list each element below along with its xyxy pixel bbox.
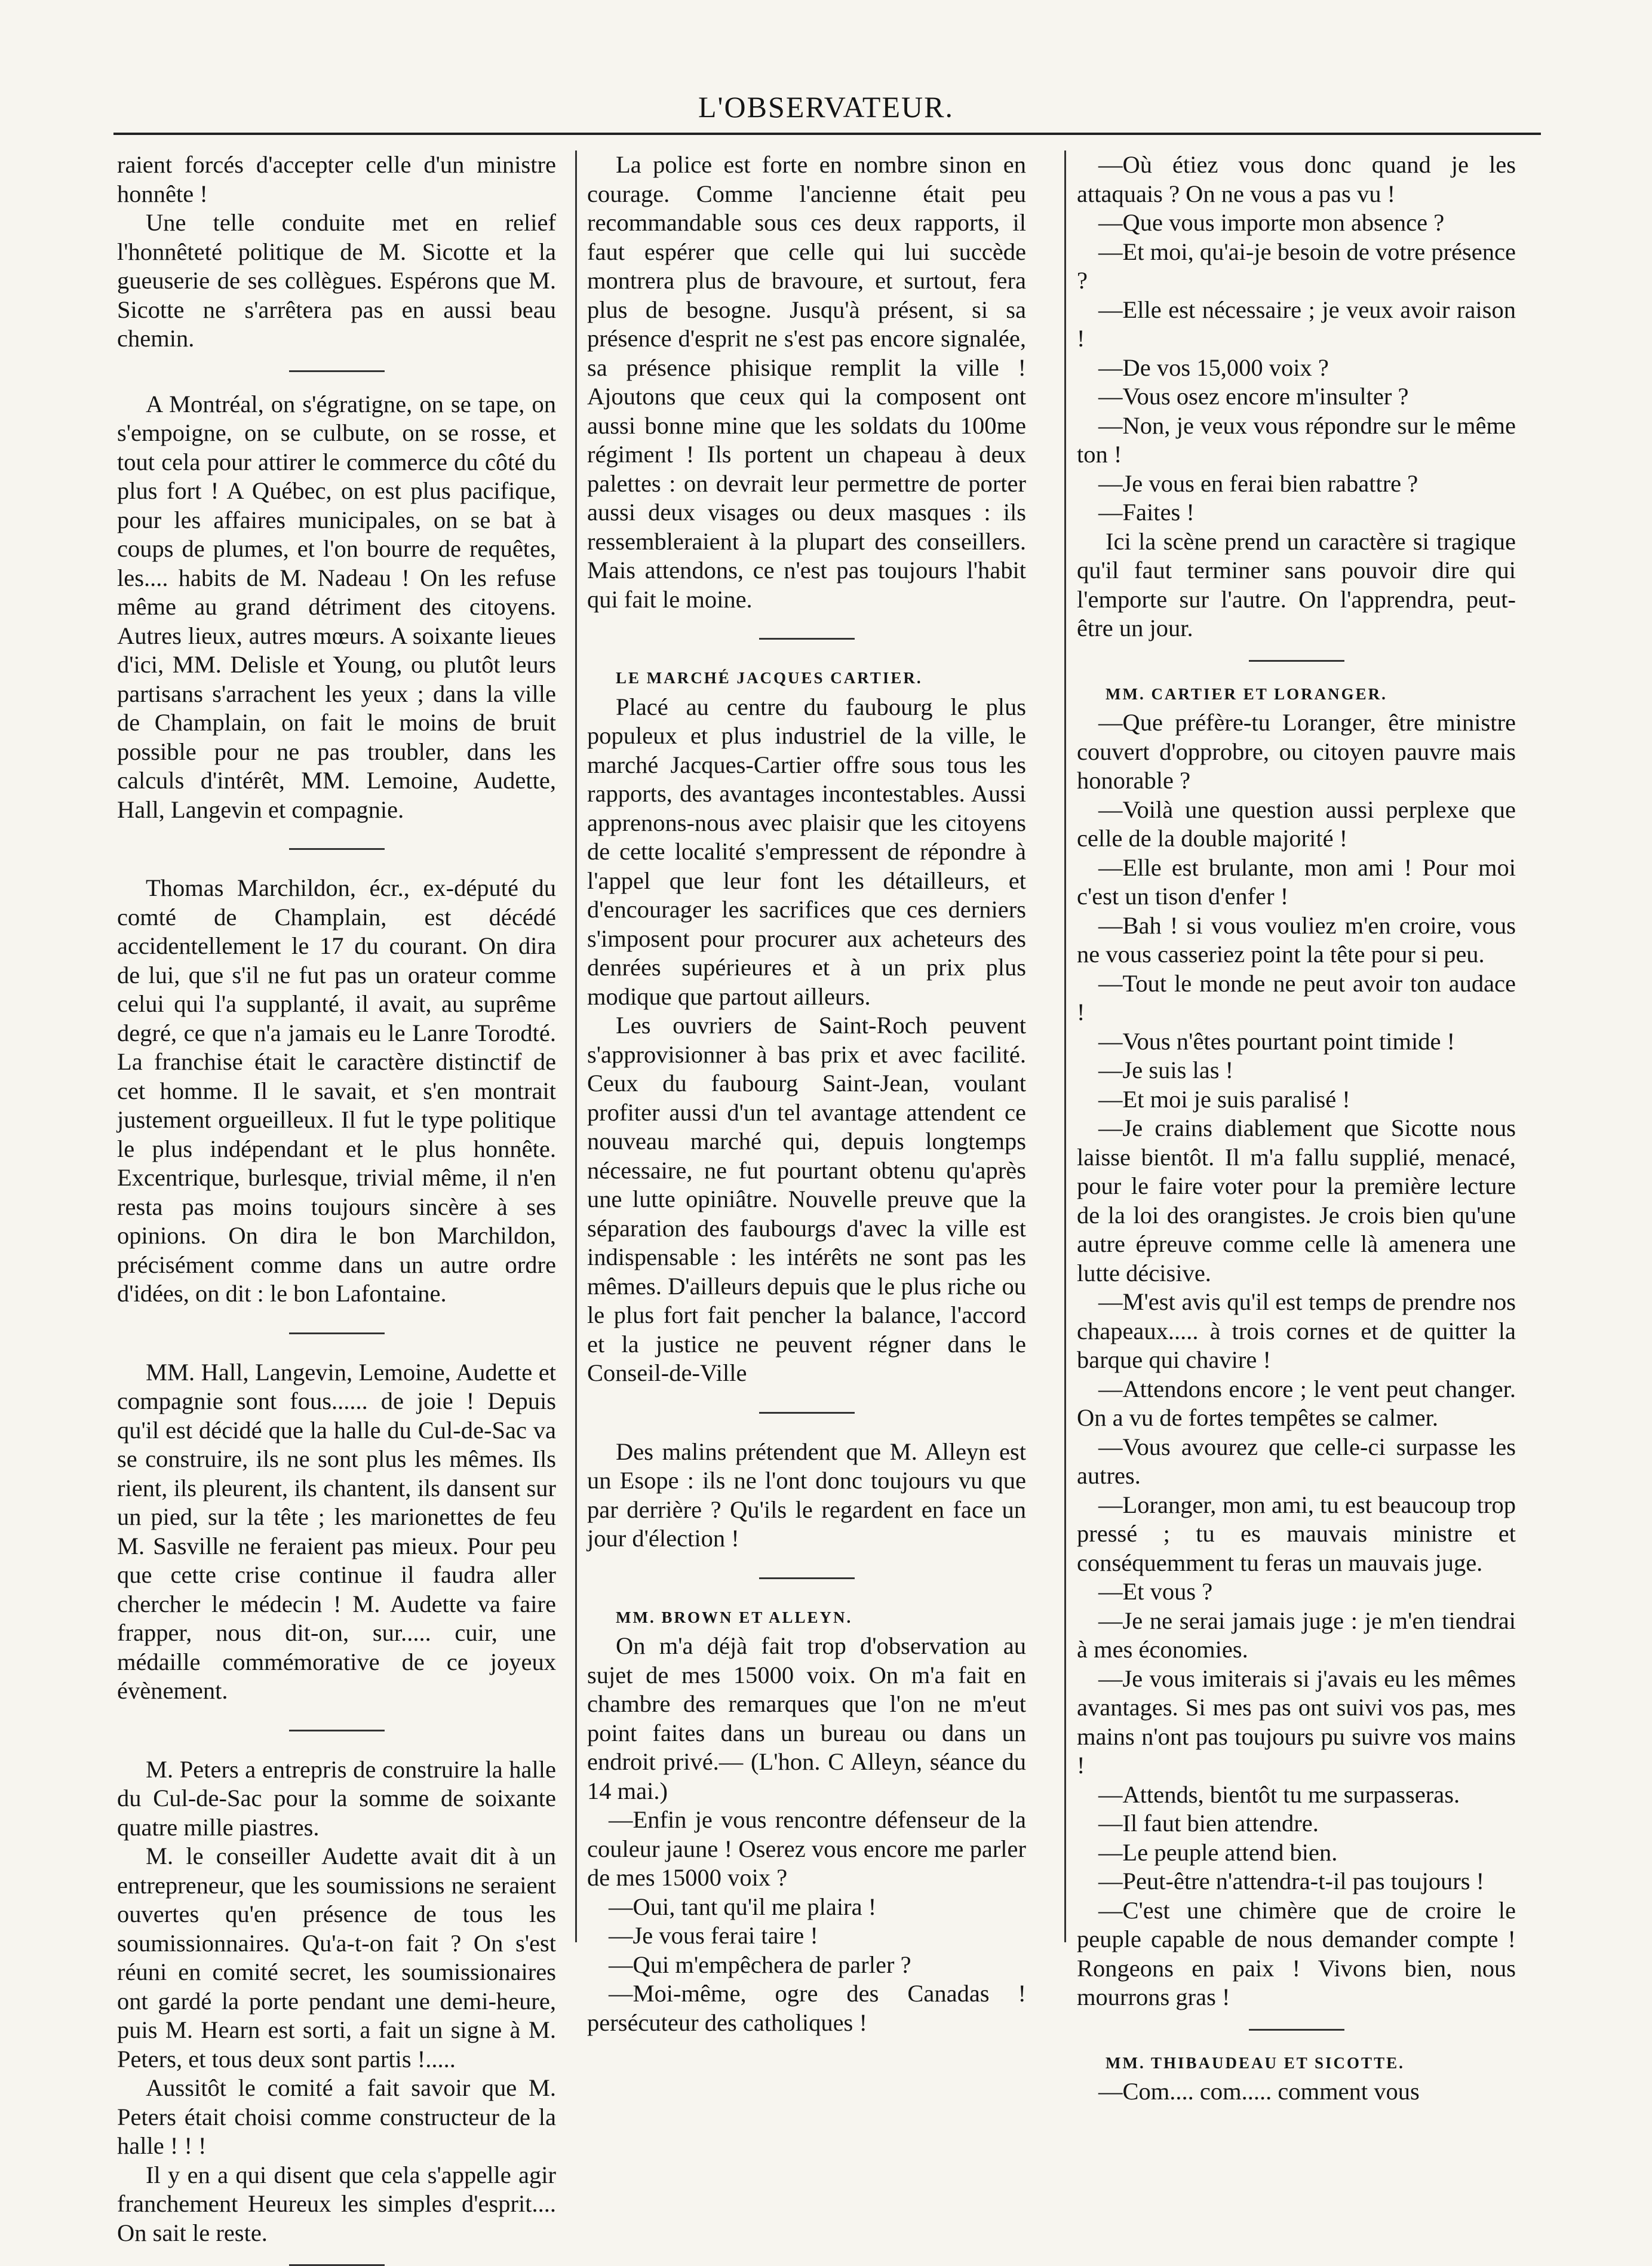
dialogue-line: —Attends, bientôt tu me surpasseras. — [1098, 1780, 1460, 1808]
section-heading: LE MARCHÉ JACQUES CARTIER. — [616, 669, 923, 687]
dialogue-line: —Elle est brulante, mon ami ! Pour moi c'est un tison d'enfer ! — [1077, 853, 1516, 910]
dialogue-line: —Qui m'empêchera de parler ? — [609, 1951, 911, 1978]
dialogue-line: —Je vous ferai taire ! — [609, 1922, 818, 1949]
dialogue-line: —Loranger, mon ami, tu est beaucoup trop pressé ; tu es mauvais ministre et conséquemment tu feras un mauvais juge. — [1077, 1491, 1516, 1576]
separator — [289, 1332, 385, 1334]
dialogue-line: —Je vous imiterais si j'avais eu les mêmes avantages. Si mes pas ont suivi vos pas, mes mains n'ont pas toujours pu suivre vos mains ! — [1077, 1665, 1516, 1779]
separator — [289, 848, 385, 850]
dialogue-line: —Où étiez vous donc quand je les attaquais ? On ne vous a pas vu ! — [1077, 151, 1516, 207]
dialogue-line: —Bah ! si vous vouliez m'en croire, vous ne vous casseriez point la tête pour si peu. — [1077, 911, 1516, 968]
dialogue-line: —Com.... com..... comment vous — [1098, 2078, 1420, 2105]
dialogue-line: —Voilà une question aussi perplexe que celle de la double majorité ! — [1077, 796, 1516, 852]
column-3 — [1077, 151, 1516, 2105]
dialogue-line: —Enfin je vous rencontre défenseur de la couleur jaune ! Oserez vous encore me parler de mes 15000 voix ? — [587, 1806, 1026, 1891]
dialogue-line: —Moi-même, ogre des Canadas ! persécuteur des catholiques ! — [587, 1980, 1026, 2036]
section-heading: MM. THIBAUDEAU ET SICOTTE. — [1106, 2053, 1405, 2072]
dialogue-line: —Oui, tant qu'il me plaira ! — [609, 1893, 877, 1920]
dialogue-line: —Le peuple attend bien. — [1098, 1838, 1338, 1866]
dialogue-line: —De vos 15,000 voix ? — [1098, 354, 1329, 381]
dialogue-line: —Il faut bien attendre. — [1098, 1810, 1319, 1837]
paragraph: M. Peters a entrepris de construire la halle du Cul-de-Sac pour la somme de soixante quatre mille piastres. — [117, 1755, 556, 1841]
section-heading: MM. BROWN ET ALLEYN. — [616, 1608, 853, 1626]
dialogue-line: —Je vous en ferai bien rabattre ? — [1098, 469, 1418, 497]
paragraph: La police est forte en nombre sinon en courage. Comme l'ancienne était peu recommandable sous ces deux rapports, il faut espérer que celle qui lui succède montrera plus de bravoure, et surtout, fera plus de besogne. Jusqu'à présent, si sa présence d'esprit ne s'est pas encore signalée, sa présence phisique remplit la ville ! Ajoutons que ceux qui la composent ont aussi bonne mine que les soldats du 100me régiment ! Ils portent un chapeau à deux palettes : on devrait leur permettre de porter aussi deux visages ou deux masques : ils ressembleraient à la plupart des conseillers. Mais attendons, ce n'est pas toujours l'habit qui fait le moine. — [587, 151, 1026, 613]
dialogue-line: —Non, je veux vous répondre sur le même ton ! — [1077, 412, 1516, 468]
separator — [1249, 660, 1344, 662]
masthead-rule — [113, 133, 1541, 135]
paragraph: Thomas Marchildon, écr., ex-député du comté de Champlain, est décédé accidentellement le 17 du courant. On dira de lui, que s'il ne fut pas un orateur comme celui qui l'a supplanté, il avait, au suprême degré, ce que n'a jamais eu le Lanre Torodté. La franchise était le caractère distinctif de cet homme. Il le savait, et s'en montrait justement orgueilleux. Il fut le type politique le plus indépendant et le plus honnête. Excentrique, burlesque, trivial même, il n'en resta pas moins toujours sincère à ses opinions. On dira le bon Marchildon, précisément comme dans un autre ordre d'idées, on dit : le bon Lafontaine. — [117, 874, 556, 1307]
dialogue-line: —Vous osez encore m'insulter ? — [1098, 383, 1409, 410]
paragraph: Des malins prétendent que M. Alleyn est un Esope : ils ne l'ont donc toujours vu que par derrière ? Qu'ils le regardent en face un jour d'élection ! — [587, 1438, 1026, 1552]
dialogue-line: —Vous avourez que celle-ci surpasse les autres. — [1077, 1433, 1516, 1489]
dialogue-line: —Je ne serai jamais juge : je m'en tiendrai à mes économies. — [1077, 1607, 1516, 1663]
dialogue-line: —Attendons encore ; le vent peut changer. On a vu de fortes tempêtes se calmer. — [1077, 1375, 1516, 1431]
paragraph: Aussitôt le comité a fait savoir que M. Peters était choisi comme constructeur de la halle ! ! ! — [117, 2074, 556, 2159]
dialogue-line: —C'est une chimère que de croire le peuple capable de nous demander compte ! Rongeons en paix ! Vivons bien, nous mourrons gras ! — [1077, 1896, 1516, 2010]
paragraph: raient forcés d'accepter celle d'un ministre honnête ! — [117, 151, 556, 207]
paragraph: Ici la scène prend un caractère si tragique qu'il faut terminer sans pouvoir dire qui l'emporte sur l'autre. On l'apprendra, peut-être un jour. — [1077, 527, 1516, 641]
column-1 — [117, 151, 556, 2246]
separator — [289, 370, 385, 372]
separator — [1249, 2029, 1344, 2031]
dialogue-line: —Que préfère-tu Loranger, être ministre couvert d'opprobre, ou citoyen pauvre mais honorable ? — [1077, 709, 1516, 794]
separator — [759, 1412, 855, 1414]
dialogue-line: —M'est avis qu'il est temps de prendre nos chapeaux..... à trois cornes et de quitter la barque qui chavire ! — [1077, 1288, 1516, 1373]
paragraph: Il y en a qui disent que cela s'appelle agir franchement Heureux les simples d'esprit.... On sait le reste. — [117, 2161, 556, 2246]
column-rule — [1064, 151, 1066, 1942]
dialogue-line: —Et moi, qu'ai-je besoin de votre présence ? — [1077, 238, 1516, 294]
dialogue-line: —Et vous ? — [1098, 1578, 1213, 1605]
paragraph: MM. Hall, Langevin, Lemoine, Audette et compagnie sont fous...... de joie ! Depuis qu'il est décidé que la halle du Cul-de-Sac va se construire, ils ne sont plus les mêmes. Ils rient, ils pleurent, ils chantent, ils dansent sur un pied, sur la tête ; les marionettes de feu M. Sasville ne feraient pas mieux. Pour peu que cette crise continue il faudra aller chercher le médecin ! M. Audette va faire frapper, nous dit-on, sur..... cuir, une médaille commémorative de ce joyeux évènement. — [117, 1358, 556, 1704]
paragraph: M. le conseiller Audette avait dit à un entrepreneur, que les soumissions ne seraient ouvertes qu'en présence de tous les soumissionnaires. Qu'a-t-on fait ? On s'est réuni en comité secret, les soumissionaires ont gardé la porte pendant une demi-heure, puis M. Hearn est sorti, a fait un signe à M. Peters, et tous deux sont partis !..... — [117, 1843, 556, 2072]
dialogue-line: —Tout le monde ne peut avoir ton audace ! — [1077, 969, 1516, 1025]
paragraph: Une telle conduite met en relief l'honnêteté politique de M. Sicotte et la gueuserie de ses collègues. Espérons que M. Sicotte ne s'arrêtera pas en aussi beau chemin. — [117, 209, 556, 352]
dialogue-line: —Que vous importe mon absence ? — [1098, 209, 1445, 236]
dialogue-line: —Peut-être n'attendra-t-il pas toujours ! — [1098, 1868, 1485, 1895]
dialogue-line: —Elle est nécessaire ; je veux avoir raison ! — [1077, 296, 1516, 352]
separator — [759, 638, 855, 640]
separator — [289, 1730, 385, 1731]
paragraph: A Montréal, on s'égratigne, on se tape, on s'empoigne, on se culbute, on se rosse, et tout cela pour attirer le commerce du côté du plus fort ! A Québec, on est plus pacifique, pour les affaires municipales, on se bat à coups de plumes, et l'on bourre de requêtes, les.... habits de M. Nadeau ! On les refuse même au grand détriment des citoyens. Autres lieux, autres mœurs. A soixante lieues d'ici, MM. Delisle et Young, ou plutôt leurs partisans s'arrachent les yeux ; dans la ville de Champlain, on fait le moins de bruit possible pour ne pas troubler, dans les calculs d'intérêt, MM. Lemoine, Audette, Hall, Langevin et compagnie. — [117, 390, 556, 823]
dialogue-line: —Faites ! — [1098, 499, 1195, 526]
dialogue-line: —Je suis las ! — [1098, 1057, 1234, 1083]
paragraph: Placé au centre du faubourg le plus populeux et plus industriel de la ville, le marché Jacques-Cartier offre sous tous les rapports, des avantages incontestables. Aussi apprenons-nous avec plaisir que les citoyens de cette localité s'empressent de répondre à l'appel que leur font les détailleurs, et d'encourager les sacrifices que ces derniers s'imposent pour procurer aux acheteurs des denrées supérieures et à un prix plus modique que partout ailleurs. — [587, 693, 1026, 1010]
dialogue-line: —Je crains diablement que Sicotte nous laisse bientôt. Il m'a fallu supplié, menacé, pour le faire voter pour la première lecture de la loi des orangistes. Je crois bien qu'une autre épreuve comme celle là amenera une lutte décisive. — [1077, 1114, 1516, 1286]
dialogue-line: —Et moi je suis paralisé ! — [1098, 1085, 1350, 1113]
section-heading: MM. CARTIER ET LORANGER. — [1106, 684, 1387, 703]
dialogue-line: —Vous n'êtes pourtant point timide ! — [1098, 1027, 1456, 1055]
masthead: L'OBSERVATEUR. — [698, 90, 954, 124]
column-rule — [575, 151, 577, 1942]
column-2 — [587, 151, 1026, 2068]
epigraph-quote: On m'a déjà fait trop d'observation au sujet de mes 15000 voix. On m'a fait en chambre des remarques que l'on ne m'eut point faites dans un bureau ou dans un endroit privé.— (L'hon. C Alleyn, séance du 14 mai.) — [587, 1632, 1026, 1804]
separator — [759, 1577, 855, 1579]
paragraph: Les ouvriers de Saint-Roch peuvent s'approvisionner à bas prix et avec facilité. Ceux du faubourg Saint-Jean, voulant profiter aussi d'un tel avantage attendent ce nouveau marché qui, depuis longtemps nécessaire, ne fut pourtant obtenu qu'après une lutte opiniâtre. Nouvelle preuve que la séparation des faubourgs d'avec la ville est indispensable : les intérêts ne sont pas les mêmes. D'ailleurs depuis que le plus riche ou le plus fort fait pencher la balance, l'accord et la justice ne peuvent régner dans le Conseil-de-Ville — [587, 1012, 1026, 1386]
